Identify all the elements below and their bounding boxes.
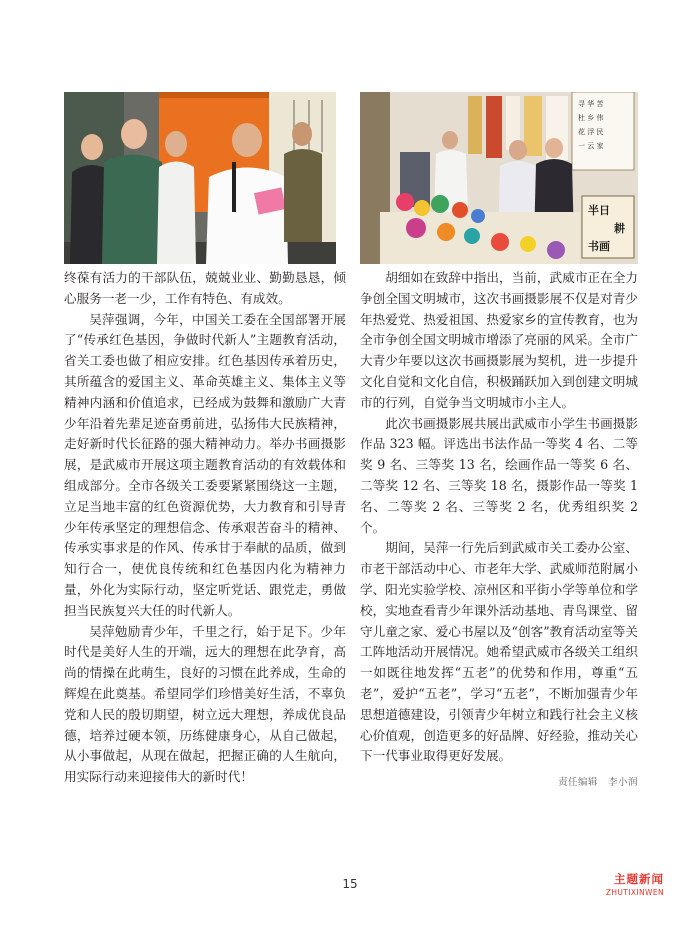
photo-art-exhibition — [360, 92, 638, 264]
article-column-left — [64, 268, 346, 788]
paragraph: 吴萍勉励青少年，千里之行，始于足下。少年时代是美好人生的开端，远大的理想在此孕育，高尚的情操在此萌生，良好的习惯在此养成，生命的辉煌在此奠基。希望同学们珍惜美好生活，不辜负党和人民的殷切期望，树立远大理想，养成优良品德，培养过硬本领，历练健康身心，从自己做起，从小事做起，从现在做起，把握正确的人生航向，用实际行动来迎接伟大的新时代！ — [64, 623, 346, 785]
artwork-text-3: 书画 — [588, 240, 610, 253]
section-brand — [606, 871, 664, 897]
paragraph: 吴萍强调，今年，中国关工委在全国部署开展了“传承红色基因，争做时代新人”主题教育活动，省关工委也做了相应安排。红色基因传承着历史，其所蕴含的爱国主义、革命英雄主义、集体主义等精神内涵和价值追求，已经成为鼓舞和激励广大青少年沿着先辈足迹奋勇前进，弘扬伟大民族精神，走好新时代长征路的强大精神动力。举办书画摄影展，是武威市开展这项主题教育活动的有效载体和组成部分。全市各级关工委要紧紧围绕这一主题，立足当地丰富的红色资源优势，大力教育和引导青少年传承坚定的理想信念、传承艰苦奋斗的精神、传承实事求是的作风、传承甘于奉献的品质，做到知行合一，使优良传统和红色基因内化为精神力量，外化为实际行动，坚定听党话、跟党走，勇做担当民族复兴大任的时代新人。 — [64, 311, 346, 618]
paragraph: 胡细如在致辞中指出，当前，武威市正在全力争创全国文明城市，这次书画摄影展不仅是对青少年热爱党、热爱祖国、热爱家乡的宣传教育，也为全市争创全国文明城市增添了亮丽的风采。全市广大青少年要以这次书画摄影展为契机，进一步提升文化自觉和文化自信，积极踊跃加入到创建文明城市的行列，自觉争当文明城市小主人。 — [360, 270, 638, 410]
paragraph: 期间，吴萍一行先后到武威市关工委办公室、市老干部活动中心、市老年大学、武威师范附属小学、阳光实验学校、凉州区和平街小学等单位和学校，实地查看青少年课外活动基地、青鸟课堂、留守儿童之家、爱心书屋以及“创客”教育活动室等关工阵地活动开展情况。她希望武威市各级关工组织一如既往地发挥“五老”的优势和作用，尊重“五老”，爱护“五老”，学习“五老”，不断加强青少年思想道德建设，引领青少年树立和践行社会主义核心价值观，创造更多的好品牌、好经验，推动关心下一代事业取得更好发展。 — [360, 540, 638, 764]
artwork-text-2: 耕 — [614, 222, 625, 235]
paragraph: 终葆有活力的干部队伍，兢兢业业、勤勤恳恳，倾心服务一老一少，工作有特色、有成效。 — [64, 270, 346, 306]
paragraph: 此次书画摄影展共展出武威市小学生书画摄影作品 323 幅。评选出书法作品一等奖 4 名、二等奖 9 名、三等奖 13 名，绘画作品一等奖 6 名、二等奖 12 名、三等奖 18 名，摄影作品一等奖 1 名、二等奖 2 名、三等奖 2 名，优秀组织奖 2 个。 — [360, 415, 638, 535]
article-column-right — [360, 268, 638, 794]
page-number: 15 — [342, 877, 358, 891]
svg-text:一 云 家: 一 云 家 — [578, 142, 604, 150]
photo-officials-speaking — [64, 92, 336, 264]
editor-credit: 责任编辑 李小润 — [557, 777, 638, 789]
svg-text:杜 乡 伟: 杜 乡 伟 — [578, 114, 604, 122]
svg-text:花 浮 民: 花 浮 民 — [578, 128, 604, 136]
artwork-text-1: 半日 — [588, 204, 610, 217]
svg-text:寻 华 苦: 寻 华 苦 — [578, 100, 604, 108]
brand-en: ZHUTIXINWEN — [605, 888, 664, 897]
brand-cn: 主题新闻 — [614, 872, 664, 886]
